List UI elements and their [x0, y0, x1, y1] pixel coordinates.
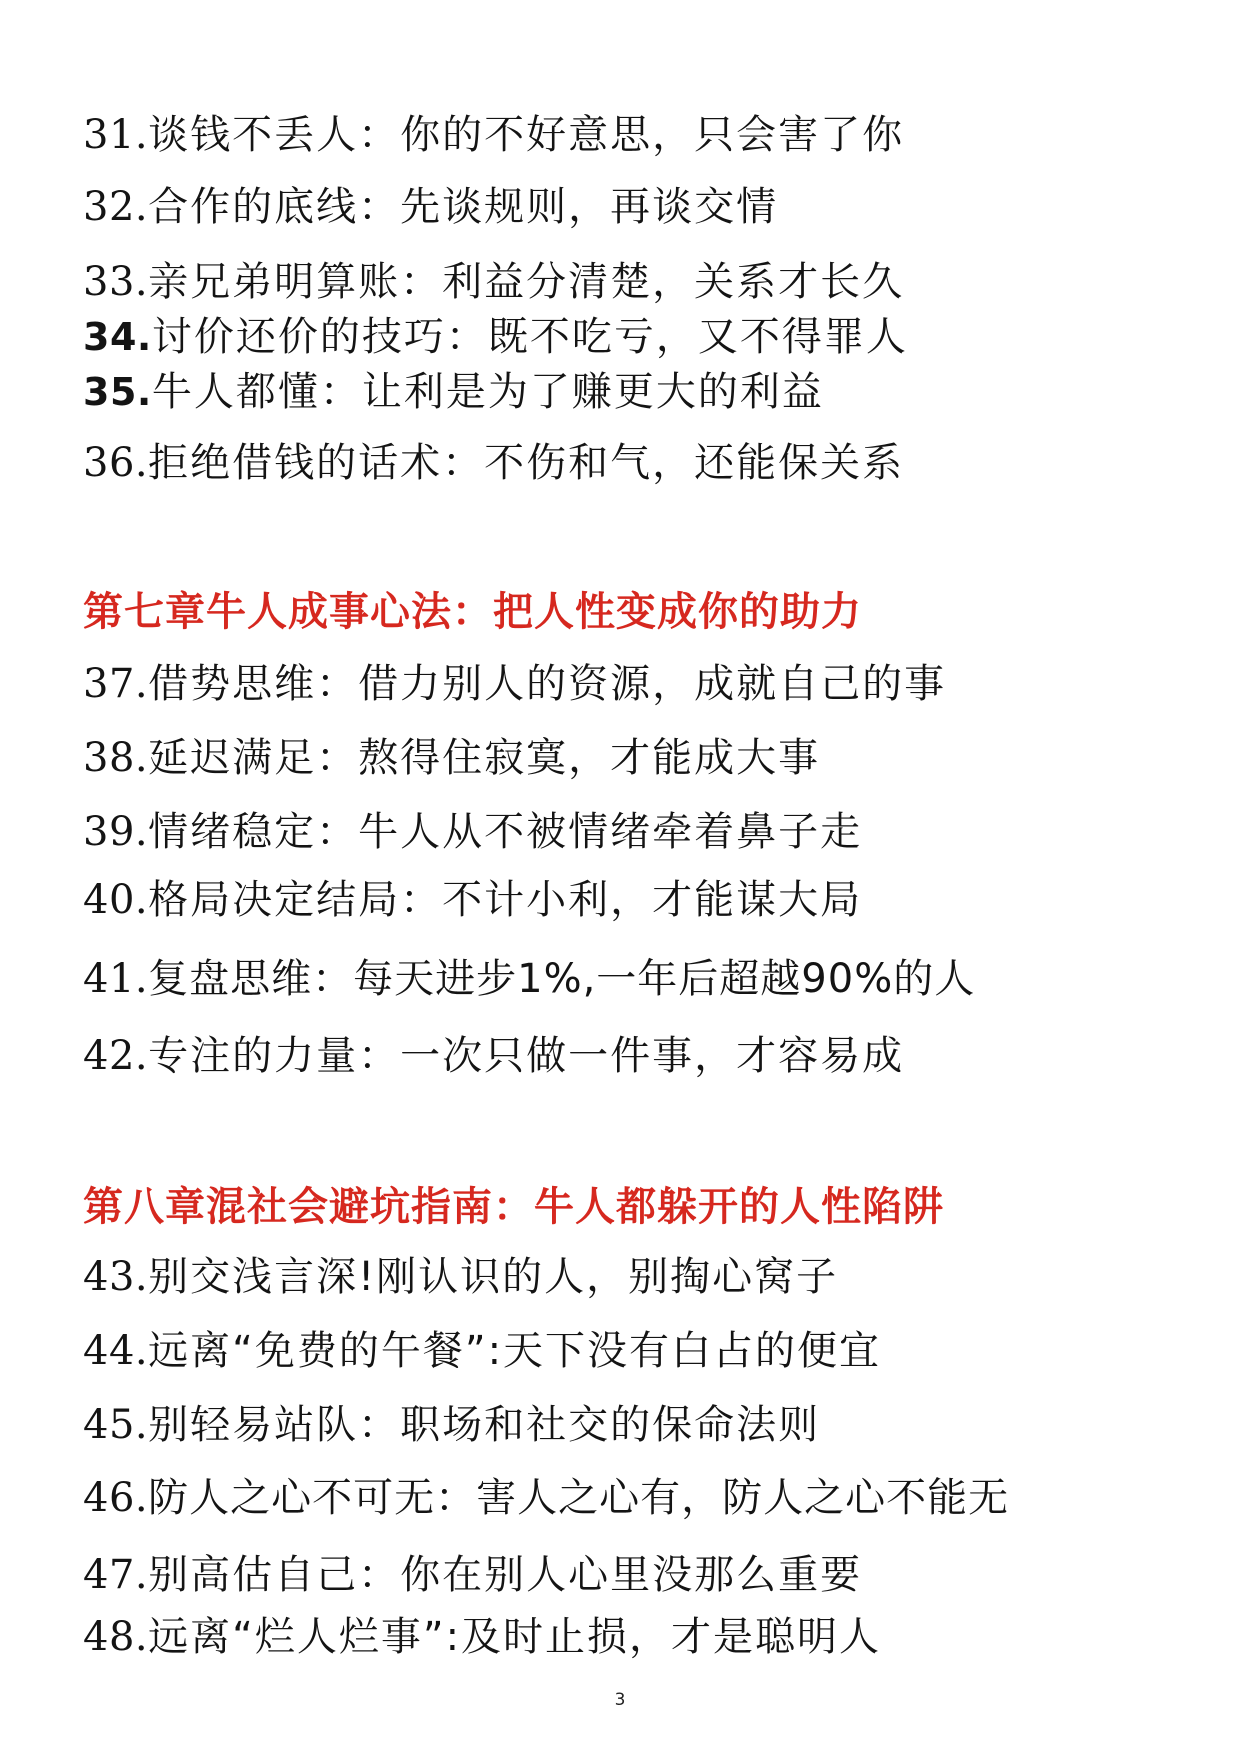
list-item-44	[83, 1328, 882, 1374]
item-number: 46.	[83, 1475, 149, 1521]
list-item-33	[83, 259, 905, 305]
item-text: 别轻易站队：职场和社交的保命法则	[148, 1402, 821, 1448]
item-number: 47.	[83, 1552, 149, 1598]
item-number: 42.	[83, 1033, 149, 1079]
list-item-41	[83, 956, 976, 1002]
list-item-34	[83, 314, 908, 360]
item-text: 延迟满足：熬得住寂寞，才能成大事	[148, 735, 821, 781]
list-item-32	[83, 184, 779, 230]
item-number: 45.	[83, 1402, 149, 1448]
item-text: 借势思维：借力别人的资源，成就自己的事	[148, 661, 947, 707]
item-text: 别高估自己：你在别人心里没那么重要	[148, 1552, 863, 1598]
item-text: 讨价还价的技巧：既不吃亏，又不得罪人	[151, 314, 908, 360]
item-number: 32.	[83, 184, 149, 230]
list-item-31	[83, 112, 905, 158]
item-number: 48.	[83, 1614, 149, 1660]
item-text: 别交浅言深!刚认识的人，别掏心窝子	[148, 1254, 839, 1300]
item-number: 31.	[83, 112, 149, 158]
item-text: 复盘思维：每天进步1%,一年后超越90%的人	[148, 956, 976, 1002]
item-number: 43.	[83, 1254, 149, 1300]
list-item-35	[83, 369, 824, 415]
item-text: 情绪稳定：牛人从不被情绪牵着鼻子走	[148, 809, 863, 855]
list-item-45	[83, 1402, 821, 1448]
chapter-7-heading: 第七章牛人成事心法：把人性变成你的助力	[83, 589, 862, 635]
item-text: 牛人都懂：让利是为了赚更大的利益	[151, 369, 824, 415]
item-number: 37.	[83, 661, 149, 707]
item-text: 远离“免费的午餐”:天下没有白占的便宜	[148, 1328, 882, 1374]
page-number: 3	[614, 1690, 626, 1710]
item-text: 亲兄弟明算账：利益分清楚，关系才长久	[148, 259, 905, 305]
list-item-47	[83, 1552, 863, 1598]
chapter-8-heading: 第八章混社会避坑指南：牛人都躲开的人性陷阱	[83, 1184, 944, 1230]
list-item-38	[83, 735, 821, 781]
item-text: 谈钱不丢人：你的不好意思，只会害了你	[148, 112, 905, 158]
item-text: 防人之心不可无：害人之心有，防人之心不能无	[148, 1475, 1010, 1521]
item-number: 41.	[83, 956, 149, 1002]
list-item-40	[83, 877, 863, 923]
item-text: 格局决定结局：不计小利，才能谋大局	[148, 877, 863, 923]
list-item-39	[83, 809, 863, 855]
list-item-48	[83, 1614, 882, 1660]
item-number: 40.	[83, 877, 149, 923]
item-number: 38.	[83, 735, 149, 781]
item-number: 35.	[83, 370, 152, 414]
item-number: 39.	[83, 809, 149, 855]
item-text: 专注的力量：一次只做一件事，才容易成	[148, 1033, 905, 1079]
list-item-43	[83, 1254, 839, 1300]
list-item-36	[83, 440, 905, 486]
list-item-42	[83, 1033, 905, 1079]
item-number: 33.	[83, 259, 149, 305]
list-item-46	[83, 1475, 1010, 1521]
list-item-37	[83, 661, 947, 707]
item-text: 远离“烂人烂事”:及时止损，才是聪明人	[148, 1614, 882, 1660]
item-text: 拒绝借钱的话术：不伤和气，还能保关系	[148, 440, 905, 486]
item-text: 合作的底线：先谈规则，再谈交情	[148, 184, 779, 230]
item-number: 44.	[83, 1328, 149, 1374]
item-number: 34.	[83, 315, 152, 359]
item-number: 36.	[83, 440, 149, 486]
